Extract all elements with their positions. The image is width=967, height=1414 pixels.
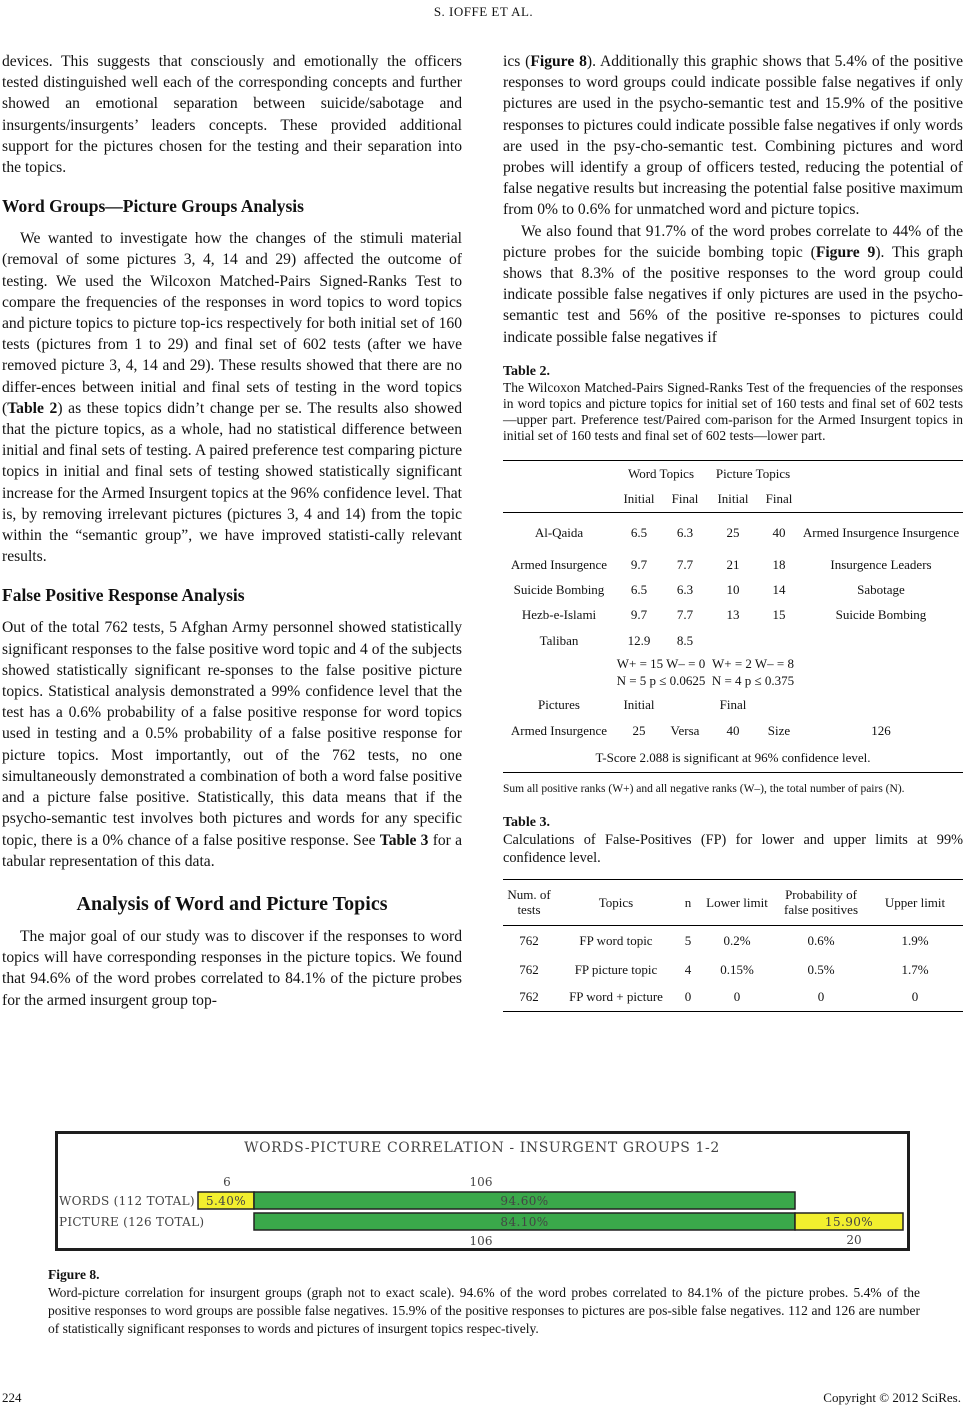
table-3-ref[interactable]: Table 3 bbox=[379, 831, 429, 849]
bar-label-words-1: 94.60% bbox=[500, 1194, 549, 1208]
figure-8-chart bbox=[55, 1131, 910, 1251]
chart-title: WORDS-PICTURE CORRELATION - INSURGENT GROUPS 1-2 bbox=[244, 1140, 720, 1156]
col-header-initial: Initial bbox=[623, 491, 655, 507]
table-row: 762 FP word + picture 0 0 0 0 bbox=[519, 988, 919, 1004]
right-column bbox=[503, 51, 963, 1012]
table-3-caption: Table 3. Calculations of False-Positives (FP) for lower and upper limits at 99% confidence level. bbox=[503, 814, 963, 866]
col-header: Num. of tests bbox=[507, 887, 551, 918]
table-row: Taliban 12.9 8.5 bbox=[539, 632, 694, 648]
count-label-20: 20 bbox=[846, 1233, 862, 1247]
table-row: Armed Insurgence 25 Versa 40 Size 126 bbox=[510, 722, 891, 738]
figure-8-caption: Figure 8. Word-picture correlation for insurgent groups (graph not to exact scale). 94.6% of the word probes correlated to 84.1% of the picture probes. 5.4% of the positive responses to word groups are possible false negatives. 15.9% of the positive responses to pictures are pos-sible false negatives. 112 and 126 are number of statistically significant responses to words and pictures of insurgent topics respec-tively. bbox=[48, 1267, 920, 1336]
series-label-words: WORDS (112 TOTAL) bbox=[59, 1194, 195, 1208]
col-header-final: Final bbox=[765, 491, 793, 507]
page-number: 224 bbox=[2, 1390, 22, 1405]
col-header-picture-topics: Picture Topics bbox=[715, 465, 791, 481]
col-header: Topics bbox=[598, 894, 634, 910]
bar-label-picture-1: 15.90% bbox=[824, 1215, 874, 1229]
table-row: Pictures Initial Final bbox=[538, 696, 747, 712]
figure-8-label: Figure 8. bbox=[48, 1267, 100, 1282]
paragraph: Out of the total 762 tests, 5 Afghan Army personnel showed statistically significant responses to the false positive word topic and 4 of the subjects showed statistically significant re-sponses to the false positive picture topics. Statistical analysis demonstrated a 99% confidence level that the test has a 0.6% probability of a false positive response for word topics used in testing and a 0.5% probability of a false positive response for picture topics. Most importantly, out of the 762 tests, no one simultaneously demonstrated a combination of both a word false positive and a picture false positive. Statistically, this data means that if the psycho-semantic test involves both pictures and words for any specific topic, there is a 0% chance of a false positive response. See Table 3 for a tabular representation of this data. bbox=[2, 619, 462, 870]
bar-label-words-0: 5.40% bbox=[205, 1194, 247, 1208]
figure-9-ref[interactable]: Figure 9 bbox=[815, 243, 876, 261]
table-row: Suicide Bombing 6.5 6.3 10 14 Sabotage bbox=[513, 582, 905, 598]
col-header: n bbox=[684, 894, 692, 910]
count-label-6: 6 bbox=[223, 1175, 231, 1189]
paragraph: ics (Figure 8). Additionally this graphic shows that 5.4% of the positive responses to word groups could indicate possible false negatives if only pictures are used in the psycho-semantic test and 15.9% of the positive responses to pictures could indicate possible false negatives if only words are used in the psy-cho-semantic test. Combining pictures and word probes will identify a group of officers tested, reducing the potential of false negative results but increasing the potential false positive maximum from 0% to 0.6% for unmatched word and picture topics. bbox=[503, 53, 963, 219]
table-tscore-row: T-Score 2.088 is significant at 96% confidence level. bbox=[595, 749, 871, 765]
table-row: Hezb-e-Islami 9.7 7.7 13 15 Suicide Bombing bbox=[521, 607, 927, 623]
paragraph: devices. This suggests that consciously and emotionally the officers tested distinguished well each of the corresponding concepts and further showed an emotional separation between suicide/sabotage and insurgents/insurgents’ leaders concepts. These provided additional support for the pictures chosen for the testing and their separation into the topics. bbox=[2, 53, 462, 177]
col-header-initial: Initial bbox=[717, 491, 749, 507]
paragraph: The major goal of our study was to discover if the responses to word topics will have corresponding responses in the picture topics. We found that 94.6% of the word probes correlated to 84.1% of the picture probes for the armed insurgent group top- bbox=[2, 927, 462, 1009]
col-header-word-topics: Word Topics bbox=[627, 465, 695, 481]
bar-label-picture-0: 84.10% bbox=[500, 1215, 549, 1229]
running-header: S. IOFFE ET AL. bbox=[433, 4, 534, 19]
table-3 bbox=[503, 814, 963, 1012]
table-row: 762 FP picture topic 4 0.15% 0.5% 1.7% bbox=[519, 961, 929, 977]
paragraph: We also found that 91.7% of the word probes correlate to 44% of the picture probes for the suicide bombing topic (Figure 9). This graph shows that 8.3% of the positive responses to the word group could indicate possible false negatives if only pictures are used in the psycho-semantic test and 56% of the positive re-sponses to pictures could indicate possible false negatives if bbox=[503, 222, 963, 346]
section-heading-analysis: Analysis of Word and Picture Topics bbox=[76, 892, 388, 915]
table-stats-row: W+ = 15 W– = 0 N = 5 p ≤ 0.0625 W+ = 2 W– = 8 N = 4 p ≤ 0.375 bbox=[616, 656, 795, 689]
series-label-picture: PICTURE (126 TOTAL) bbox=[59, 1215, 205, 1229]
section-heading-false-positive: False Positive Response Analysis bbox=[2, 585, 245, 606]
figure-8-ref[interactable]: Figure 8 bbox=[530, 53, 587, 70]
section-heading-word-groups: Word Groups—Picture Groups Analysis bbox=[2, 196, 304, 217]
col-header: Upper limit bbox=[884, 894, 946, 910]
copyright: Copyright © 2012 SciRes. bbox=[823, 1390, 961, 1405]
table-2 bbox=[503, 363, 963, 797]
count-label-106-bottom: 106 bbox=[469, 1234, 493, 1248]
count-label-106-top: 106 bbox=[469, 1175, 493, 1189]
table-2-ref[interactable]: Table 2 bbox=[7, 399, 58, 417]
table-2-grid bbox=[503, 460, 963, 773]
col-header-final: Final bbox=[671, 491, 699, 507]
table-2-note: Sum all positive ranks (W+) and all negative ranks (W–), the total number of pairs (N). bbox=[503, 782, 905, 795]
table-row: Al-Qaida 6.5 6.3 25 40 Armed Insurgence Insurgence bbox=[534, 524, 960, 541]
table-row: 762 FP word topic 5 0.2% 0.6% 1.9% bbox=[519, 933, 929, 949]
table-3-label: Table 3. bbox=[503, 814, 550, 830]
table-row: Armed Insurgence 9.7 7.7 21 18 Insurgence Leaders bbox=[510, 557, 932, 573]
col-header: Probability of false positives bbox=[783, 887, 858, 918]
table-2-caption: Table 2. The Wilcoxon Matched-Pairs Signed-Ranks Test of the frequencies of the responses in word topics and picture topics for initial set of 160 tests and final set of 602 tests—upper part. Preference test/Paired com-parison for the Armed Insurgent topics in initial set of 160 tests and final set of 602 tests—lower part. bbox=[503, 363, 963, 443]
left-column bbox=[2, 51, 462, 1011]
paragraph: We wanted to investigate how the changes of the stimuli material (removal of some pictures 3, 4, 14 and 29) affected the outcome of testing. We used the Wilcoxon Matched-Pairs Signed-Ranks Test to compare the frequencies of the responses in word topics to word topics and picture topics to picture top-ics respectively for both initial set of 160 tests (pictures from 1 to 29) and final set of 602 tests (after we have removed picture 3, 4, 14 and 29). These results showed that there are no differ-ences between initial and final sets of testing in the word topics (Table 2) as these topics didn’t change per se. The results also showed that the picture topics, as a whole, had no statistical difference between initial and final sets of testing. A paired preference test comparing picture topics in initial and final sets of testing showed statistically significant increase for the Armed Insurgent topics at the 96% confidence level. That is, by removing irrelevant pictures (pictures 3, 4 and 14) from the topic within the “semantic group”, we have improved statisti-cally relevant results. bbox=[2, 230, 463, 566]
table-3-grid bbox=[503, 879, 963, 1012]
col-header: Lower limit bbox=[706, 894, 768, 910]
table-2-label: Table 2. bbox=[503, 363, 550, 379]
figure-8-svg bbox=[58, 1134, 907, 1248]
